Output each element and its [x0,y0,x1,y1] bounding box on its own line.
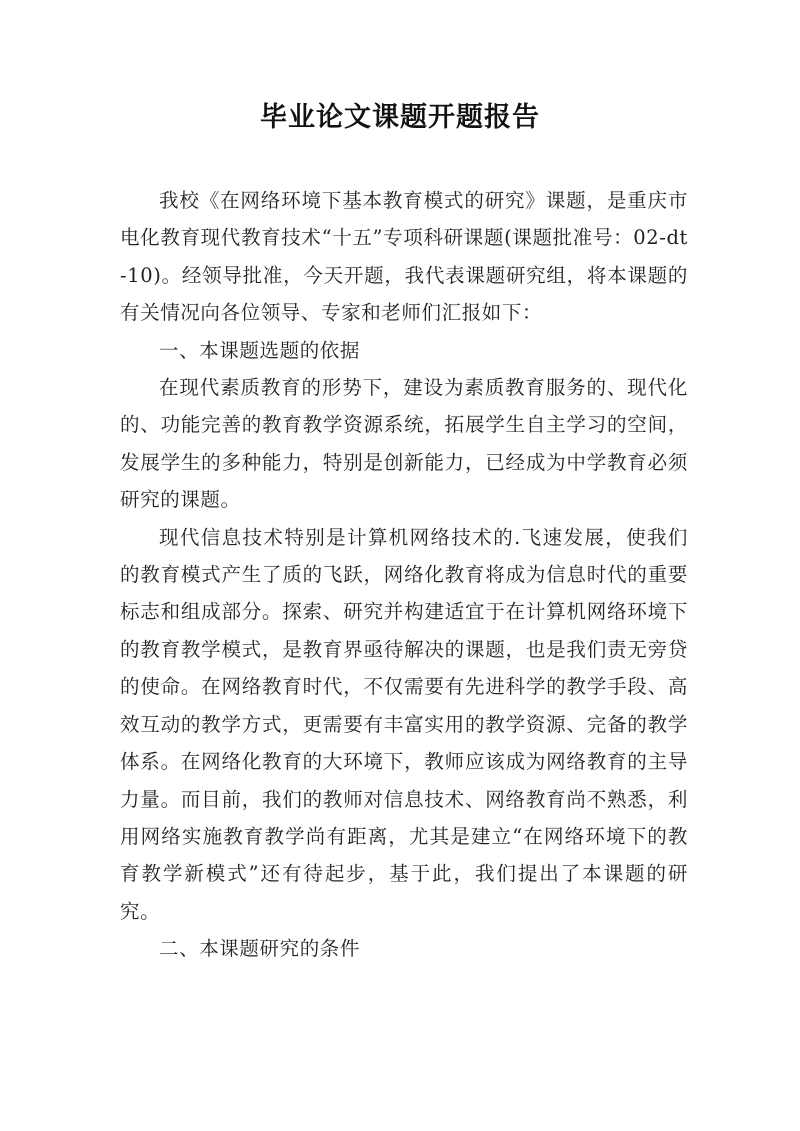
section-1-paragraph-2: 现代信息技术特别是计算机网络技术的.飞速发展，使我们的教育模式产生了质的飞跃，网络化教育将成为信息时代的重要标志和组成部分。探索、研究并构建适宜于在计算机网络环境下的教育教学模式，是教育界亟待解决的课题，也是我们责无旁贷的使命。在网络教育时代，不仅需要有先进科学的教学手段、高效互动的教学方式，更需要有丰富实用的教学资源、完备的教学体系。在网络化教育的大环境下，教师应该成为网络教育的主导力量。而目前，我们的教师对信息技术、网络教育尚不熟悉，利用网络实施教育教学尚有距离，尤其是建立“在网络环境下的教育教学新模式”还有待起步，基于此，我们提出了本课题的研究。 [120,525,688,923]
section-1-paragraph-1: 在现代素质教育的形势下，建设为素质教育服务的、现代化的、功能完善的教育教学资源系统，拓展学生自主学习的空间，发展学生的多种能力，特别是创新能力，已经成为中学教育必须研究的课题。 [120,376,688,512]
document-title: 毕业论文课题开题报告 [260,102,540,133]
section-1-heading: 一、本课题选题的依据 [159,338,361,362]
section-2-heading: 二、本课题研究的条件 [159,937,361,961]
intro-paragraph: 我校《在网络环境下基本教育模式的研究》课题，是重庆市电化教育现代教育技术“十五”专项科研课题(课题批准号：02-dt-10)。经领导批准，今天开题，我代表课题研究组，将本课题的有关情况向各位领导、专家和老师们汇报如下： [120,189,688,325]
document-body [120,182,688,968]
